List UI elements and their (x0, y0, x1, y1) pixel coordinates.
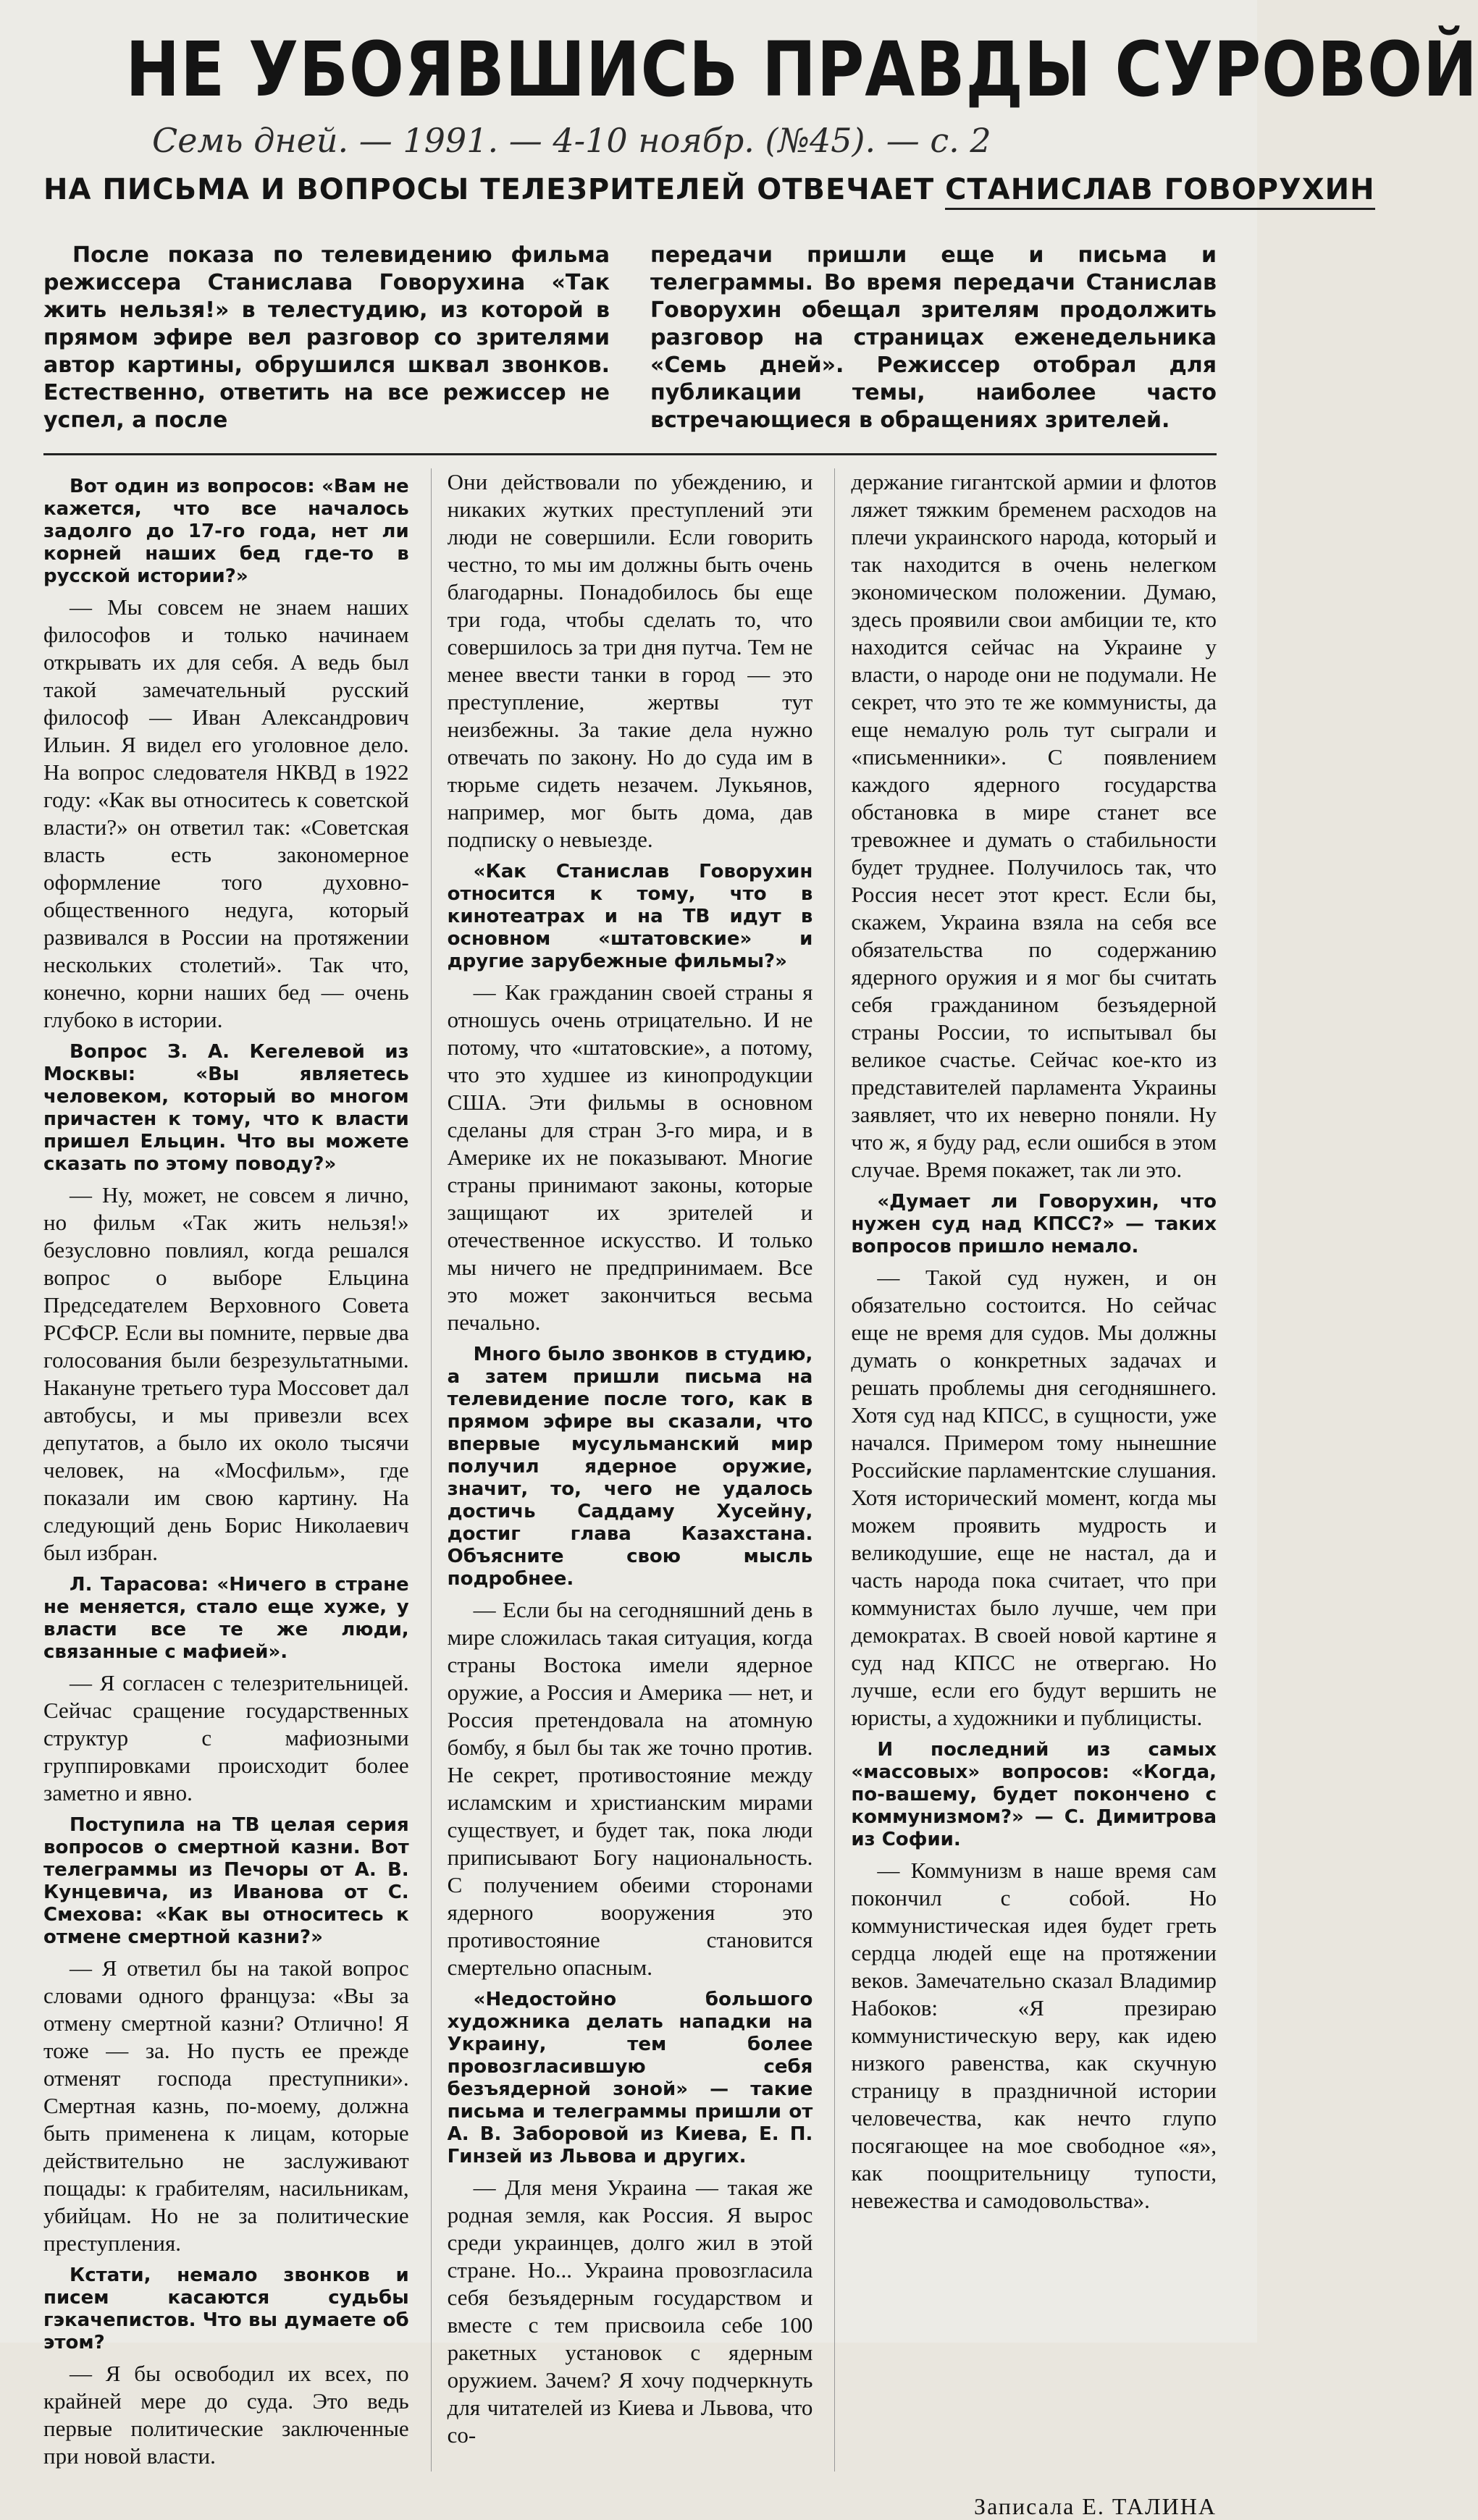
question-paragraph: И последний из самых «массовых» вопросов: «Когда, по-вашему, будет покончено с коммунизмом?» — С. Димитрова из Софии. (851, 1739, 1217, 1850)
answer-paragraph: — Ну, может, не совсем я лично, но фильм «Так жить нельзя!» безусловно повлиял, когда решался вопрос о выборе Ельцина Председателем Верховного Совета РСФСР. Если вы помните, первые два голосования были безрезультатными. Накануне третьего тура Моссовет дал автобусы, и мы привезли всех депутатов, а было их около тысячи человек, на «Мосфильм», где показали им свою картину. На следующий день Борис Николаевич был избран. (43, 1182, 409, 1565)
question-paragraph: «Недостойно большого художника делать нападки на Украину, тем более провозгласившую себя безъядерной зоной» — такие письма и телеграммы пришли от А. В. Заборовой из Киева, Е. П. Гинзей из Львова и других. (447, 1989, 813, 2167)
headline: НЕ УБОЯВШИСЬ ПРАВДЫ СУРОВОЙ (125, 25, 1478, 114)
column-1 (43, 468, 409, 2471)
column-2 (431, 468, 813, 2471)
answer-paragraph: — Мы совсем не знаем наших философов и только начинаем открывать их для себя. А ведь был такой замечательный русский философ — Иван Александрович Ильин. Я видел его уголовное дело. На вопрос следователя НКВД в 1922 году: «Как вы относитесь к советской власти?» он ответил так: «Советская власть есть закономерное оформление того духовно-общественного недуга, который развивался в России на протяжении нескольких столетий». Так что, конечно, корни наших бед — очень глубоко в истории. (43, 594, 409, 1032)
question-paragraph: «Как Станислав Говорухин относится к тому, что в кинотеатрах и на ТВ идут в основном «штатовские» и другие зарубежные фильмы?» (447, 861, 813, 972)
byline-signature: Записала Е. ТАЛИНА (974, 2493, 1217, 2519)
question-paragraph: Кстати, немало звонков и писем касаются судьбы гэкачепистов. Что вы думаете об этом? (43, 2264, 409, 2353)
answer-paragraph: — Я бы освободил их всех, по крайней мере до суда. Это ведь первые политические заключенные при новой власти. (43, 2361, 409, 2469)
answer-paragraph: — Для меня Украина — такая же родная земля, как Россия. Я вырос среди украинцев, долго жил в этой стране. Но... Украина провозгласила себя безъядерным государством и вместе с тем присвоила себе 100 ракетных установок с ядерным оружием. Зачем? Я хочу подчеркнуть для читателей из Киева и Львова, что со- (447, 2175, 813, 2448)
subhead-prefix: НА ПИСЬМА И ВОПРОСЫ ТЕЛЕЗРИТЕЛЕЙ ОТВЕЧАЕТ (43, 173, 935, 206)
question-paragraph: Поступила на ТВ целая серия вопросов о смертной казни. Вот телеграммы из Печоры от А. В. Кунцевича, из Иванова от С. Смехова: «Как вы относитесь к отмене смертной казни?» (43, 1814, 409, 1948)
subheadline (43, 169, 1375, 210)
answer-paragraph: — Я согласен с телезрительницей. Сейчас сращение государственных структур с мафиозными группировками происходит более заметно и явно. (43, 1670, 409, 1805)
column-3 (834, 468, 1217, 2471)
question-paragraph: Л. Тарасова: «Ничего в стране не меняется, стало еще хуже, у власти все те же люди, связанные с мафией». (43, 1574, 409, 1663)
answer-paragraph: — Я ответил бы на такой вопрос словами одного француза: «Вы за отмену смертной казни? Отлично! Я тоже — за. Но пусть ее прежде отменят господа преступники». Смертная казнь, по-моему, должна быть применена к лицам, которые действительно не заслуживают пощады: к грабителям, насильникам, убийцам. Но не за политические преступления. (43, 1955, 409, 2256)
article-body (43, 468, 1217, 2471)
answer-paragraph: Они действовали по убеждению, и никаких жутких преступлений эти люди не совершили. Если говорить честно, то мы им должны быть очень благодарны. Понадобилось бы еще три года, чтобы сделать то, что совершилось за три дня путча. Тем не менее ввести танки в город — это преступление, жертвы тут неизбежны. За такие дела нужно отвечать по закону. Но до суда им в тюрьме сидеть незачем. Лукьянов, например, мог быть дома, дав подписку о невыезде. (447, 469, 813, 852)
question-paragraph: Вопрос З. А. Кегелевой из Москвы: «Вы являетесь человеком, который во многом причастен к тому, что к власти пришел Ельцин. Что вы можете сказать по этому поводу?» (43, 1041, 409, 1175)
handwritten-citation: Семь дней. — 1991. — 4-10 ноябр. (№45). — с. 2 (152, 121, 991, 160)
answer-paragraph: — Как гражданин своей страны я отношусь очень отрицательно. И не потому, что «штатовские», а потому, что это худшее из кинопродукции США. Эти фильмы в основном сделаны для стран 3-го мира, и в Америке их не показывают. Многие страны принимают законы, которые защищают их зрителей и отечественное искусство. И только мы ничего не предпринимаем. Все это может закончиться весьма печально. (447, 979, 813, 1335)
answer-paragraph: — Если бы на сегодняшний день в мире сложилась такая ситуация, когда страны Востока имели ядерное оружие, а Россия и Америка — нет, и Россия претендовала на атомную бомбу, я был бы так же точно против. Не секрет, противостояние между исламским и христианским мирами существует, и будет так, пока люди приписывают Богу национальность. С получением обеими сторонами ядерного вооружения это противостояние становится смертельно опасным. (447, 1597, 813, 1980)
intro-lead (43, 242, 1217, 434)
question-paragraph: Вот один из вопросов: «Вам не кажется, что все началось задолго до 17-го года, нет ли корней наших бед где-то в русской истории?» (43, 476, 409, 587)
answer-paragraph: держание гигантской армии и флотов ляжет тяжким бременем расходов на плечи украинского народа, который и так находится в очень нелегком экономическом положении. Думаю, здесь проявили свои амбиции те, кто находится сейчас на Украине у власти, о народе они не подумали. Не секрет, что это те же коммунисты, да еще немалую роль тут сыграли и «письменники». С появлением каждого ядерного государства обстановка в мире станет все тревожнее и думать о стабильности будет труднее. Получилось так, что Россия несет этот крест. Если бы, скажем, Украина взяла на себя все обязательства по содержанию ядерного оружия и я мог бы считать себя гражданином безъядерной страны России, то испытывал бы великое счастье. Сейчас кое-кто из представителей парламента Украины заявляет, что их неверно поняли. Ну что ж, я буду рад, если ошибся в этом случае. Время покажет, так ли это. (851, 469, 1217, 1182)
subhead-author-name: СТАНИСЛАВ ГОВОРУХИН (945, 173, 1374, 210)
intro-right: передачи пришли еще и письма и телеграммы. Во время передачи Станислав Говорухин обещал зрителям продолжить разговор на страницах еженедельника «Семь дней». Режиссер отобрал для публикации темы, наиболее часто встречающиеся в обращениях зрителей. (650, 243, 1217, 433)
question-paragraph: «Думает ли Говорухин, что нужен суд над КПСС?» — таких вопросов пришло немало. (851, 1191, 1217, 1257)
answer-paragraph: — Такой суд нужен, и он обязательно состоится. Но сейчас еще не время для судов. Мы должны думать о конкретных задачах и решать проблемы дня сегодняшнего. Хотя суд над КПСС, в сущности, уже начался. Примером тому нынешние Российские парламентские слушания. Хотя исторический момент, когда мы можем проявить мудрость и великодушие, еще не настал, да и часть народа пока считает, что при коммунистах было лучше, чем при демократах. В своей новой картине я суд над КПСС не отвергаю. Но лучше, если его будут вершить не юристы, а художники и публицисты. (851, 1265, 1217, 1730)
question-paragraph: Много было звонков в студию, а затем пришли письма на телевидение после того, как в прямом эфире вы сказали, что впервые мусульманский мир получил ядерное оружие, значит, то, чего не удалось достичь Саддаму Хусейну, достиг глава Казахстана. Объясните свою мысль подробнее. (447, 1344, 813, 1590)
intro-left: После показа по телевидению фильма режиссера Станислава Говорухина «Так жить нельзя!» в телестудию, из которой в прямом эфире вел разговор со зрителями автор картины, обрушился шквал звонков. Естественно, ответить на все режиссер не успел, а после (43, 243, 610, 433)
answer-paragraph: — Коммунизм в наше время сам покончил с собой. Но коммунистическая идея будет греть сердца людей еще на протяжении веков. Замечательно сказал Владимир Набоков: «Я презираю коммунистическую веру, как идею низкого равенства, как скучную страницу в праздничной истории человечества, как нечто глупо посягающее на мое свободное «я», как поощрительницу тупости, невежества и самодовольства». (851, 1858, 1217, 2213)
divider-rule (43, 453, 1217, 455)
